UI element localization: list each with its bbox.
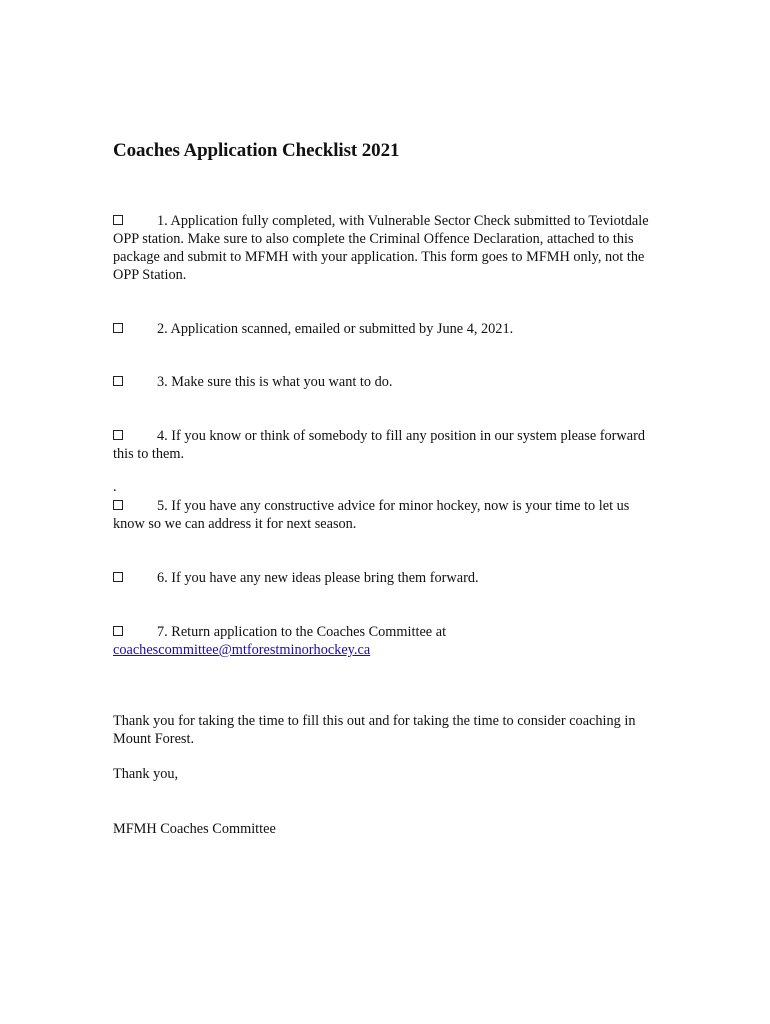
checklist-item-7 — [113, 623, 653, 659]
checklist-item-4 — [113, 427, 653, 463]
checkbox[interactable] — [113, 500, 123, 510]
closing-paragraph: Thank you for taking the time to fill this out and for taking the time to consider coaching in Mount Forest. — [113, 713, 636, 747]
email-link[interactable]: coachescommittee@mtforestminorhockey.ca — [113, 642, 371, 658]
checkbox[interactable] — [113, 572, 123, 582]
thanks-line: Thank you, — [113, 766, 179, 782]
checklist-item-text: 5. If you have any constructive advice for minor hockey, now is your time to let us know so we can address it for next season. — [113, 498, 630, 532]
checklist-item-text: 3. Make sure this is what you want to do. — [157, 374, 393, 390]
checkbox[interactable] — [113, 376, 123, 386]
checklist-item-2 — [113, 320, 653, 338]
checklist-item-5 — [113, 497, 653, 533]
checklist-item-text: 4. If you know or think of somebody to fill any position in our system please forward this to them. — [113, 428, 646, 462]
checklist-item-text: 6. If you have any new ideas please bring them forward. — [157, 570, 479, 586]
checkbox[interactable] — [113, 215, 123, 225]
checklist-item-1 — [113, 212, 653, 284]
stray-dot: . — [113, 479, 117, 495]
checkbox[interactable] — [113, 430, 123, 440]
checklist-item-text: 7. Return application to the Coaches Committee at — [157, 624, 447, 640]
signature: MFMH Coaches Committee — [113, 821, 276, 837]
page-title: Coaches Application Checklist 2021 — [113, 140, 400, 161]
checklist-item-text: 1. Application fully completed, with Vulnerable Sector Check submitted to Teviotdale OPP station. Make sure to also complete the Criminal Offence Declaration, attached to this package and submit to MFMH with your application. This form goes to MFMH only, not the OPP Station. — [113, 213, 649, 283]
checkbox[interactable] — [113, 323, 123, 333]
checklist-item-3 — [113, 373, 653, 391]
checklist-item-6 — [113, 569, 653, 587]
checklist-item-text: 2. Application scanned, emailed or submitted by June 4, 2021. — [157, 321, 514, 337]
checkbox[interactable] — [113, 626, 123, 636]
